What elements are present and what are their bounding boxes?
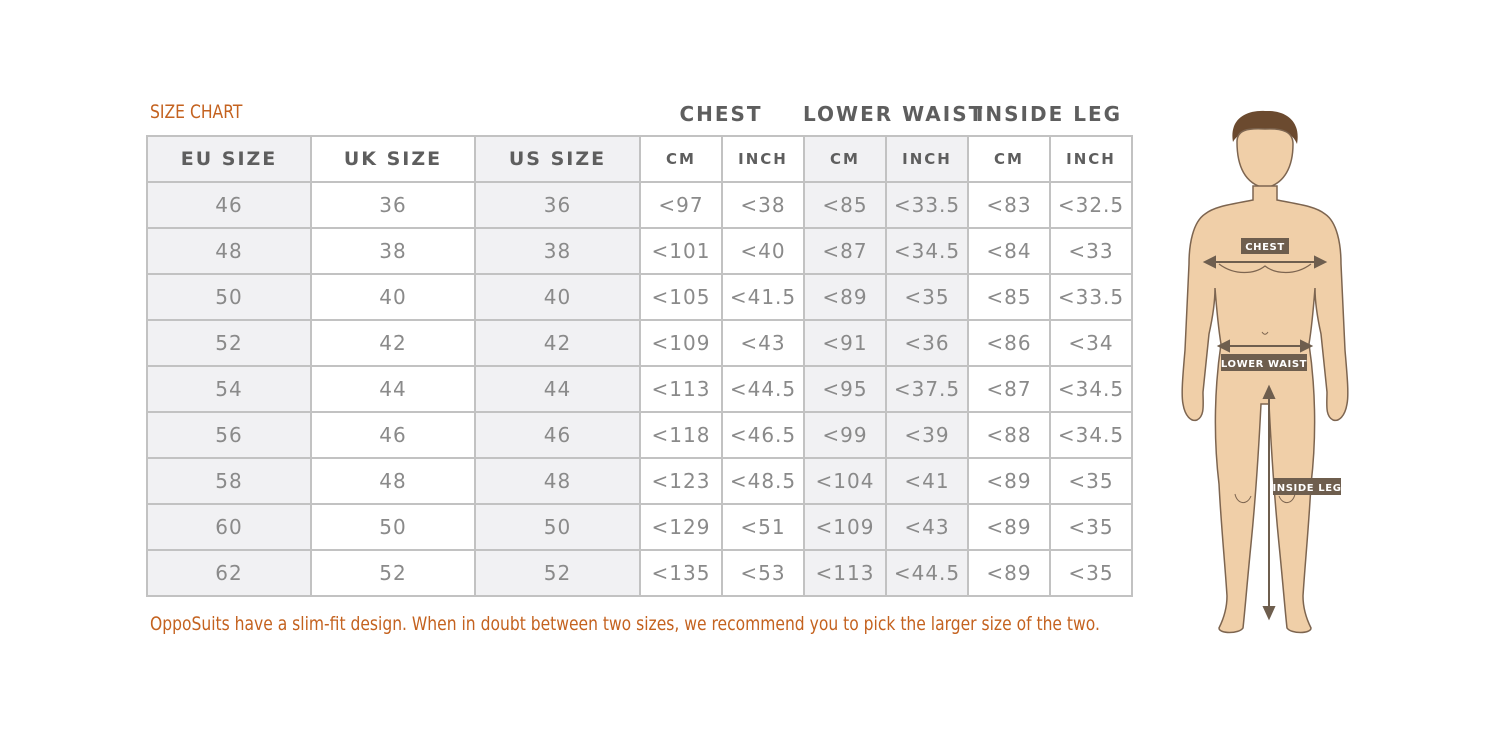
cell-us-size: 38 bbox=[475, 228, 640, 274]
cell-waist-cm: <113 bbox=[804, 550, 886, 596]
cell-waist-inch: <35 bbox=[886, 274, 968, 320]
cell-eu-size: 62 bbox=[147, 550, 311, 596]
cell-chest-inch: <53 bbox=[722, 550, 804, 596]
cell-waist-inch: <43 bbox=[886, 504, 968, 550]
lower-waist-label: LOWER WAIST bbox=[1220, 359, 1308, 370]
cell-chest-inch: <44.5 bbox=[722, 366, 804, 412]
header-waist-cm: CM bbox=[804, 136, 886, 182]
cell-eu-size: 58 bbox=[147, 458, 311, 504]
cell-waist-cm: <104 bbox=[804, 458, 886, 504]
cell-waist-cm: <109 bbox=[804, 504, 886, 550]
cell-us-size: 44 bbox=[475, 366, 640, 412]
header-waist-inch: INCH bbox=[886, 136, 968, 182]
cell-chest-inch: <43 bbox=[722, 320, 804, 366]
cell-leg-cm: <87 bbox=[968, 366, 1050, 412]
table-row bbox=[147, 182, 1132, 228]
chest-label-badge bbox=[1241, 238, 1289, 254]
inside-leg-group-heading: INSIDE LEG bbox=[975, 102, 1123, 126]
table-header-row bbox=[147, 136, 1132, 182]
cell-waist-cm: <95 bbox=[804, 366, 886, 412]
cell-waist-cm: <91 bbox=[804, 320, 886, 366]
inside-leg-label-badge bbox=[1272, 478, 1341, 495]
cell-uk-size: 46 bbox=[311, 412, 475, 458]
cell-chest-inch: <46.5 bbox=[722, 412, 804, 458]
cell-eu-size: 50 bbox=[147, 274, 311, 320]
cell-waist-cm: <87 bbox=[804, 228, 886, 274]
table-row bbox=[147, 412, 1132, 458]
cell-leg-cm: <86 bbox=[968, 320, 1050, 366]
table-row bbox=[147, 458, 1132, 504]
cell-leg-inch: <35 bbox=[1050, 504, 1132, 550]
cell-leg-inch: <35 bbox=[1050, 550, 1132, 596]
cell-waist-inch: <41 bbox=[886, 458, 968, 504]
cell-chest-inch: <48.5 bbox=[722, 458, 804, 504]
inside-leg-label: INSIDE LEG bbox=[1272, 483, 1342, 494]
cell-waist-inch: <39 bbox=[886, 412, 968, 458]
cell-us-size: 42 bbox=[475, 320, 640, 366]
cell-chest-cm: <105 bbox=[640, 274, 722, 320]
cell-chest-cm: <113 bbox=[640, 366, 722, 412]
size-chart-title: SIZE CHART bbox=[150, 101, 243, 123]
cell-us-size: 52 bbox=[475, 550, 640, 596]
table-row bbox=[147, 274, 1132, 320]
cell-eu-size: 46 bbox=[147, 182, 311, 228]
cell-us-size: 46 bbox=[475, 412, 640, 458]
cell-chest-cm: <123 bbox=[640, 458, 722, 504]
table-row bbox=[147, 504, 1132, 550]
cell-uk-size: 52 bbox=[311, 550, 475, 596]
cell-us-size: 40 bbox=[475, 274, 640, 320]
cell-waist-inch: <36 bbox=[886, 320, 968, 366]
head-icon bbox=[1237, 129, 1293, 188]
cell-leg-cm: <84 bbox=[968, 228, 1050, 274]
cell-us-size: 48 bbox=[475, 458, 640, 504]
body-silhouette bbox=[1182, 111, 1348, 633]
cell-leg-cm: <83 bbox=[968, 182, 1050, 228]
cell-leg-cm: <89 bbox=[968, 504, 1050, 550]
header-chest-cm: CM bbox=[640, 136, 722, 182]
cell-chest-cm: <118 bbox=[640, 412, 722, 458]
header-uk-size: UK SIZE bbox=[311, 136, 475, 182]
cell-leg-inch: <33.5 bbox=[1050, 274, 1132, 320]
cell-eu-size: 54 bbox=[147, 366, 311, 412]
cell-eu-size: 48 bbox=[147, 228, 311, 274]
fit-note: OppoSuits have a slim-fit design. When in doubt between two sizes, we recommend you to pick the larger size of the two. bbox=[150, 613, 1100, 635]
cell-uk-size: 48 bbox=[311, 458, 475, 504]
cell-uk-size: 40 bbox=[311, 274, 475, 320]
cell-chest-cm: <101 bbox=[640, 228, 722, 274]
table-row bbox=[147, 320, 1132, 366]
cell-us-size: 36 bbox=[475, 182, 640, 228]
cell-uk-size: 50 bbox=[311, 504, 475, 550]
size-chart-table bbox=[146, 135, 1133, 597]
cell-chest-cm: <97 bbox=[640, 182, 722, 228]
header-leg-inch: INCH bbox=[1050, 136, 1132, 182]
cell-leg-cm: <88 bbox=[968, 412, 1050, 458]
cell-eu-size: 56 bbox=[147, 412, 311, 458]
cell-uk-size: 44 bbox=[311, 366, 475, 412]
cell-leg-inch: <34 bbox=[1050, 320, 1132, 366]
table-row bbox=[147, 550, 1132, 596]
cell-eu-size: 52 bbox=[147, 320, 311, 366]
header-us-size: US SIZE bbox=[475, 136, 640, 182]
cell-leg-inch: <34.5 bbox=[1050, 366, 1132, 412]
table-row bbox=[147, 228, 1132, 274]
cell-waist-cm: <99 bbox=[804, 412, 886, 458]
cell-leg-inch: <34.5 bbox=[1050, 412, 1132, 458]
cell-waist-inch: <34.5 bbox=[886, 228, 968, 274]
cell-leg-cm: <89 bbox=[968, 550, 1050, 596]
cell-waist-cm: <85 bbox=[804, 182, 886, 228]
cell-leg-cm: <85 bbox=[968, 274, 1050, 320]
cell-chest-cm: <135 bbox=[640, 550, 722, 596]
cell-waist-cm: <89 bbox=[804, 274, 886, 320]
cell-uk-size: 42 bbox=[311, 320, 475, 366]
cell-waist-inch: <33.5 bbox=[886, 182, 968, 228]
lower-waist-group-heading: LOWER WAIST bbox=[803, 102, 985, 126]
chest-group-heading: CHEST bbox=[679, 102, 763, 126]
cell-chest-inch: <38 bbox=[722, 182, 804, 228]
body-measurement-figure bbox=[1175, 104, 1355, 644]
cell-leg-inch: <33 bbox=[1050, 228, 1132, 274]
chest-label: CHEST bbox=[1245, 242, 1285, 253]
cell-chest-inch: <40 bbox=[722, 228, 804, 274]
waist-label-badge bbox=[1221, 354, 1307, 371]
header-leg-cm: CM bbox=[968, 136, 1050, 182]
cell-uk-size: 36 bbox=[311, 182, 475, 228]
cell-leg-inch: <32.5 bbox=[1050, 182, 1132, 228]
header-eu-size: EU SIZE bbox=[147, 136, 311, 182]
cell-chest-cm: <109 bbox=[640, 320, 722, 366]
cell-waist-inch: <44.5 bbox=[886, 550, 968, 596]
cell-waist-inch: <37.5 bbox=[886, 366, 968, 412]
cell-us-size: 50 bbox=[475, 504, 640, 550]
cell-uk-size: 38 bbox=[311, 228, 475, 274]
table-row bbox=[147, 366, 1132, 412]
cell-leg-cm: <89 bbox=[968, 458, 1050, 504]
cell-chest-cm: <129 bbox=[640, 504, 722, 550]
cell-leg-inch: <35 bbox=[1050, 458, 1132, 504]
header-chest-inch: INCH bbox=[722, 136, 804, 182]
cell-eu-size: 60 bbox=[147, 504, 311, 550]
cell-chest-inch: <51 bbox=[722, 504, 804, 550]
cell-chest-inch: <41.5 bbox=[722, 274, 804, 320]
